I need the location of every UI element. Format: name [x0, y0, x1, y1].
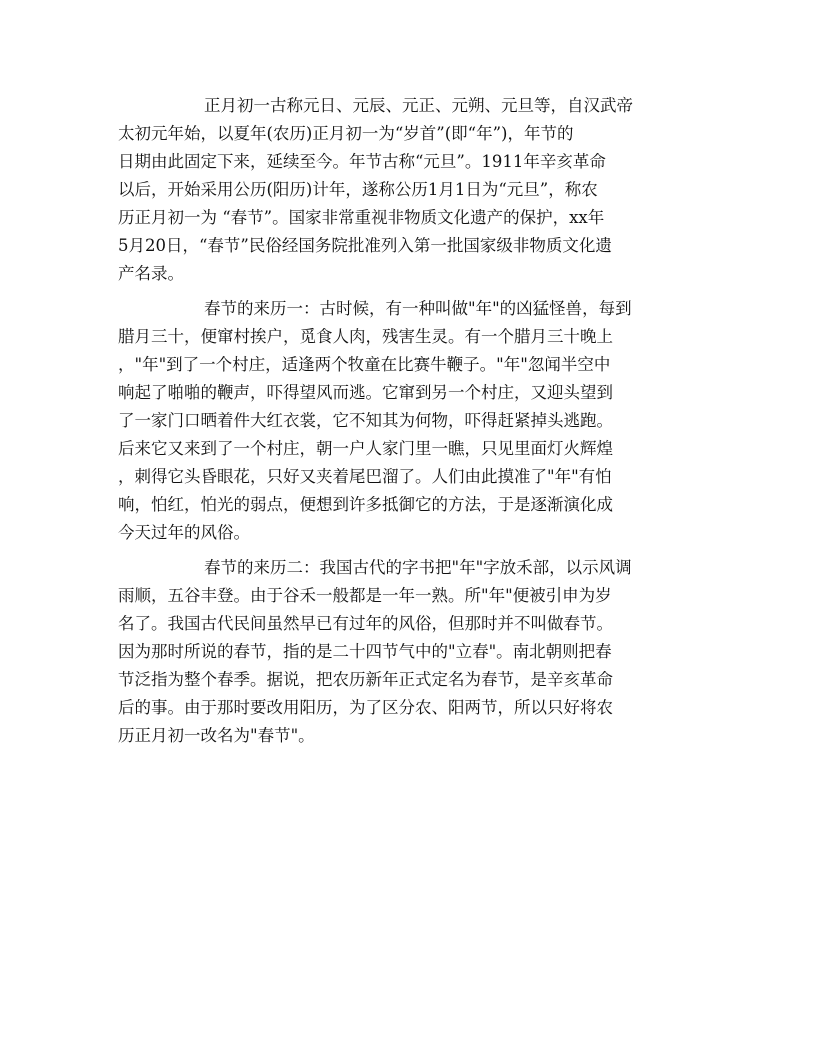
text-line: 了一家门口晒着件大红衣裳，它不知其为何物，吓得赶紧掉头逃跑。 [118, 411, 613, 430]
text-line: 太初元年始，以夏年(农历)正月初一为“岁首”(即“年”)，年节的 [118, 124, 574, 143]
paragraph-spacer [118, 288, 702, 295]
text-line: ，"年"到了一个村庄，适逢两个牧童在比赛牛鞭子。"年"忽闻半空中 [118, 355, 611, 374]
text-line: 节泛指为整个春季。据说，把农历新年正式定名为春节，是辛亥革命 [118, 670, 613, 689]
document-page [118, 92, 702, 750]
paragraph-spacer [118, 547, 702, 554]
paragraph-3 [118, 554, 702, 750]
text-line: 后来它又来到了一个村庄，朝一户人家门里一瞧，只见里面灯火辉煌 [118, 439, 613, 458]
text-line: 以后，开始采用公历(阳历)计年，遂称公历1月1日为“元旦”，称农 [118, 180, 598, 199]
text-line: 历正月初一改名为"春节"。 [118, 726, 315, 745]
text-line: ，刺得它头昏眼花，只好又夹着尾巴溜了。人们由此摸准了"年"有怕 [118, 467, 612, 486]
paragraph-2 [118, 295, 702, 547]
paragraph-1 [118, 92, 702, 288]
text-line: 响起了啪啪的鞭声，吓得望风而逃。它窜到另一个村庄，又迎头望到 [118, 383, 613, 402]
text-line: 腊月三十，便窜村挨户，觅食人肉，残害生灵。有一个腊月三十晚上 [118, 327, 613, 346]
text-line: 因为那时所说的春节，指的是二十四节气中的"立春"。南北朝则把春 [118, 642, 612, 661]
text-line: 产名录。 [118, 264, 184, 283]
text-line: 今天过年的风俗。 [118, 523, 250, 542]
text-line: 日期由此固定下来，延续至今。年节古称“元旦”。1911年辛亥革命 [118, 152, 606, 171]
text-line: 雨顺，五谷丰登。由于谷禾一般都是一年一熟。所"年"便被引申为岁 [118, 586, 612, 605]
text-line: 春节的来历二：我国古代的字书把"年"字放禾部，以示风调 [204, 558, 632, 577]
text-line: 名了。我国古代民间虽然早已有过年的风俗，但那时并不叫做春节。 [118, 614, 613, 633]
text-line: 后的事。由于那时要改用阳历，为了区分农、阳两节，所以只好将农 [118, 698, 613, 717]
text-line: 响，怕红，怕光的弱点，便想到许多抵御它的方法，于是逐渐演化成 [118, 495, 613, 514]
text-line: 历正月初一为 “春节”。国家非常重视非物质文化遗产的保护，xx年 [118, 208, 605, 227]
text-line: 正月初一古称元日、元辰、元正、元朔、元旦等，自汉武帝 [204, 96, 633, 115]
text-line: 5月20日，“春节”民俗经国务院批准列入第一批国家级非物质文化遗 [118, 236, 612, 255]
text-line: 春节的来历一：古时候，有一种叫做"年"的凶猛怪兽，每到 [204, 299, 632, 318]
